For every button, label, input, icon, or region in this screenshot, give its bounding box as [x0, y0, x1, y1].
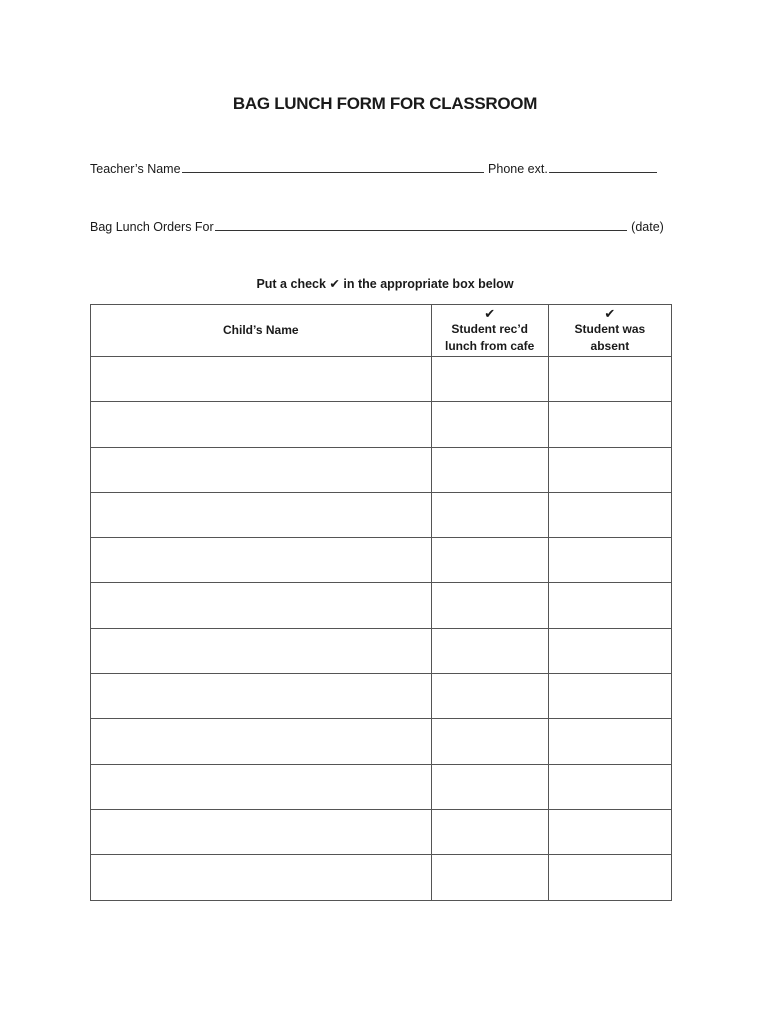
- absent-cell[interactable]: [548, 674, 671, 719]
- instruction-text: [0, 276, 770, 291]
- childs-name-header: [91, 305, 432, 357]
- received-header-line1: Student rec’d: [451, 322, 529, 336]
- absent-header-line1: Student was: [574, 322, 646, 336]
- received-lunch-cell[interactable]: [431, 674, 548, 719]
- child-name-cell[interactable]: [91, 402, 432, 447]
- table-row: [91, 583, 672, 628]
- child-name-cell[interactable]: [91, 719, 432, 764]
- received-lunch-cell[interactable]: [431, 855, 548, 900]
- absent-header: [548, 305, 671, 357]
- table-row: [91, 719, 672, 764]
- checkmark-icon: ✔: [484, 306, 496, 321]
- table-row: [91, 402, 672, 447]
- table-row: [91, 492, 672, 537]
- orders-date-blank[interactable]: [215, 219, 627, 231]
- table-header-row: [91, 305, 672, 357]
- table-row: [91, 809, 672, 854]
- absent-cell[interactable]: [548, 402, 671, 447]
- received-lunch-cell[interactable]: [431, 719, 548, 764]
- absent-cell[interactable]: [548, 628, 671, 673]
- received-lunch-cell[interactable]: [431, 357, 548, 402]
- received-lunch-cell[interactable]: [431, 764, 548, 809]
- checkmark-icon: ✔: [604, 306, 616, 321]
- orders-line: [90, 219, 664, 234]
- absent-cell[interactable]: [548, 447, 671, 492]
- teacher-line: [90, 161, 658, 176]
- table-row: [91, 628, 672, 673]
- received-lunch-cell[interactable]: [431, 628, 548, 673]
- table-row: [91, 674, 672, 719]
- child-name-cell[interactable]: [91, 764, 432, 809]
- absent-cell[interactable]: [548, 719, 671, 764]
- absent-cell[interactable]: [548, 583, 671, 628]
- absent-cell[interactable]: [548, 492, 671, 537]
- absent-cell[interactable]: [548, 764, 671, 809]
- absent-cell[interactable]: [548, 357, 671, 402]
- orders-for-label: Bag Lunch Orders For: [90, 220, 214, 234]
- absent-cell[interactable]: [548, 538, 671, 583]
- table-body: [91, 357, 672, 901]
- child-name-cell[interactable]: [91, 357, 432, 402]
- teacher-name-label: Teacher’s Name: [90, 162, 181, 176]
- table-row: [91, 357, 672, 402]
- child-name-cell[interactable]: [91, 583, 432, 628]
- childs-name-header-label: Child’s Name: [223, 323, 299, 337]
- child-name-cell[interactable]: [91, 674, 432, 719]
- child-name-cell[interactable]: [91, 447, 432, 492]
- teacher-name-blank[interactable]: [182, 161, 484, 173]
- table-row: [91, 855, 672, 900]
- table-row: [91, 447, 672, 492]
- received-header-line2: lunch from cafe: [444, 339, 535, 353]
- received-lunch-cell[interactable]: [431, 583, 548, 628]
- received-lunch-cell[interactable]: [431, 402, 548, 447]
- child-name-cell[interactable]: [91, 628, 432, 673]
- absent-header-line2: absent: [590, 339, 630, 353]
- phone-ext-blank[interactable]: [549, 161, 657, 173]
- instruction-suffix: in the appropriate box below: [343, 277, 514, 291]
- received-lunch-header: [431, 305, 548, 357]
- received-lunch-cell[interactable]: [431, 447, 548, 492]
- child-name-cell[interactable]: [91, 809, 432, 854]
- absent-cell[interactable]: [548, 855, 671, 900]
- received-lunch-cell[interactable]: [431, 538, 548, 583]
- absent-cell[interactable]: [548, 809, 671, 854]
- checkmark-icon: ✔: [329, 277, 340, 291]
- received-lunch-cell[interactable]: [431, 492, 548, 537]
- phone-ext-label: Phone ext.: [488, 162, 548, 176]
- child-name-cell[interactable]: [91, 538, 432, 583]
- lunch-table: [90, 304, 672, 901]
- instruction-prefix: Put a check: [256, 277, 326, 291]
- child-name-cell[interactable]: [91, 855, 432, 900]
- form-title: BAG LUNCH FORM FOR CLASSROOM: [232, 94, 538, 113]
- received-lunch-cell[interactable]: [431, 809, 548, 854]
- date-label: (date): [631, 220, 664, 234]
- child-name-cell[interactable]: [91, 492, 432, 537]
- table-row: [91, 538, 672, 583]
- table-row: [91, 764, 672, 809]
